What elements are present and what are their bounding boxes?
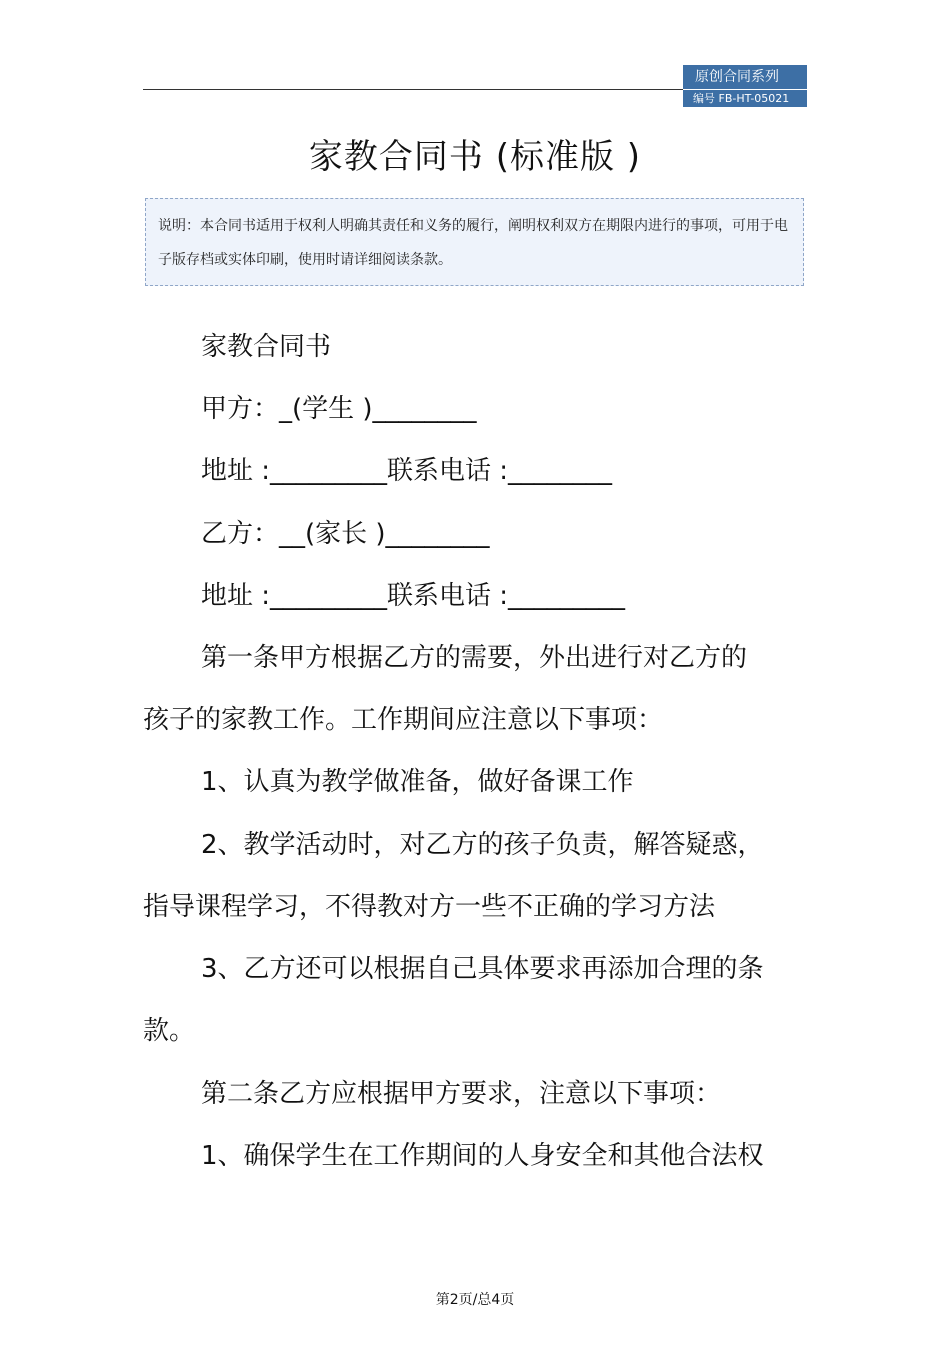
party-b-line: 乙方：__(家长 )________	[201, 519, 490, 549]
description-note: 说明：本合同书适用于权利人明确其责任和义务的履行，阐明权利双方在期限内进行的事项，可用于电子版存档或实体印刷，使用时请详细阅读条款。	[145, 198, 804, 286]
clause-1-item-3-line-1: 3、乙方还可以根据自己具体要求再添加合理的条	[201, 954, 764, 984]
clause-1-item-2-line-2: 指导课程学习，不得教对方一些不正确的学习方法	[143, 892, 716, 922]
clause-2-line-1: 第二条乙方应根据甲方要求，注意以下事项：	[201, 1079, 722, 1109]
clause-1-item-3-line-2: 款。	[143, 1016, 196, 1046]
clause-1-line-1: 第一条甲方根据乙方的需要，外出进行对乙方的	[201, 643, 748, 673]
clause-1-item-1: 1、认真为教学做准备，做好备课工作	[201, 767, 634, 797]
document-code-badge: 编号 FB-HT-05021	[683, 90, 807, 107]
clause-1-item-2-line-1: 2、教学活动时，对乙方的孩子负责，解答疑惑，	[201, 830, 764, 860]
party-a-line: 甲方：_(学生 )________	[201, 394, 477, 424]
page-number: 第2页/总4页	[435, 1292, 515, 1308]
clause-2-item-1-line-1: 1、确保学生在工作期间的人身安全和其他合法权	[201, 1141, 764, 1171]
party-a-address-line: 地址 :_________联系电话 :________	[201, 456, 613, 486]
contract-heading: 家教合同书	[201, 332, 332, 362]
series-badge: 原创合同系列	[683, 65, 807, 89]
header-rule	[143, 89, 683, 90]
clause-1-line-2: 孩子的家教工作。工作期间应注意以下事项：	[143, 705, 664, 735]
party-b-address-line: 地址 :_________联系电话 :_________	[201, 581, 626, 611]
document-title: 家教合同书 (标准版 )	[308, 137, 642, 177]
